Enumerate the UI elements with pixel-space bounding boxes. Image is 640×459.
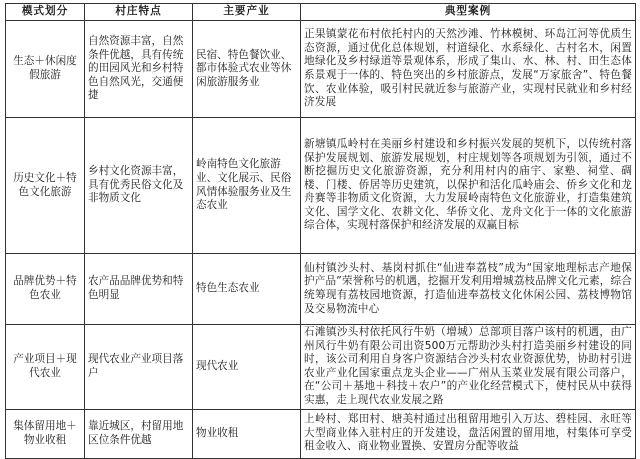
case-cell: 上岭村、郑田村、塘美村通过出租留用地引入万达、碧桂园、永旺等大型商业体入驻村庄的开发建设，盘活闲置的留用地，村集体可享受租金收入、商业物业置换、安置房分配等收益 (301, 409, 636, 458)
industry-cell: 岭南特色文化旅游业、文化展示、民俗风情体验服务业及生态农业 (193, 118, 301, 254)
header-industry: 主要产业 (193, 4, 301, 21)
mode-cell: 产业项目＋现代农业 (6, 325, 85, 410)
table-header-row (6, 4, 636, 21)
features-cell: 自然资源丰富，自然条件优越，具有传统的田园风光和乡村特色自然风光，交通便捷 (85, 21, 193, 118)
table-row (6, 409, 636, 458)
mode-cell: 品牌优势＋特色农业 (6, 254, 85, 325)
mode-cell: 集体留用地＋物业收租 (6, 409, 85, 458)
table-row (6, 118, 636, 254)
case-cell: 正果镇蒙花布村依托村内的天然沙滩、竹林模树、环岛江河等优质生态资源，通过优化总体规划，村道绿化、水系绿化、古村名木，闲置地绿化及乡村绿道等景观体系，形成了集山、水、林、村、田生态体系景观于一体的、特色突出的乡村旅游点，发展“万家旅舍”、特色餐饮、农业体验，吸引村民就近参与旅游产业，实现村民就业和乡村经济发展 (301, 21, 636, 118)
features-cell: 现代农业产业项目落户 (85, 325, 193, 410)
header-features: 村庄特点 (85, 4, 193, 21)
mode-cell: 历史文化＋特色文化旅游 (6, 118, 85, 254)
table-row (6, 325, 636, 410)
features-cell: 靠近城区，村留用地区位条件优越 (85, 409, 193, 458)
header-mode: 模式划分 (6, 4, 85, 21)
case-cell: 石滩镇沙头村依托风行牛奶（增城）总部项目落户该村的机遇，由广州风行牛奶有限公司出资500万元帮助沙头村打造美丽乡村建设的同时，该公司利用自身客户资源结合沙头村农业资源优势，协助村引进农业产业化国家重点龙头企业——广州从玉菜业发展有限公司落户，在“公司＋基地＋科技＋农户”的产业化经营模式下，使村民从中获得实惠，走上现代农业发展之路 (301, 325, 636, 410)
rural-development-mode-table (5, 3, 636, 459)
case-cell: 仙村镇沙头村、基岗村抓住“仙进奉荔枝”成为“国家地理标志产地保护产品”荣誉称号的机遇，挖掘开发利用增城荔枝品牌文化元素，综合统筹现有荔枝园地资源，打造仙进奉荔枝文化休闲公园、荔枝博物馆及交易物流中心 (301, 254, 636, 325)
industry-cell: 现代农业 (193, 325, 301, 410)
case-cell: 新塘镇瓜岭村在美丽乡村建设和乡村振兴发展的契机下，以传统村落保护发展规划、旅游发展规划，村庄规划等各项规划为引领，通过不断挖掘历史文化旅游资源，充分利用村内的庙宇、家塾、祠堂、碉楼、门楼、侨居等历史建筑，以保护和活化瓜岭庙会、侨乡文化和龙舟赛等非物质文化资源，大力发展岭南特色文化旅游业，打造集建筑文化、国学文化、农耕文化、华侨文化、龙舟文化于一体的文化旅游综合体，实现村落保护和经济发展的双赢目标 (301, 118, 636, 254)
mode-cell: 生态＋休闲度假旅游 (6, 21, 85, 118)
features-cell: 乡村文化资源丰富，具有优秀民俗文化及非物质文化 (85, 118, 193, 254)
table-row (6, 254, 636, 325)
industry-cell: 特色生态农业 (193, 254, 301, 325)
header-case: 典型案例 (301, 4, 636, 21)
features-cell: 农产品品牌优势和特色明显 (85, 254, 193, 325)
industry-cell: 物业收租 (193, 409, 301, 458)
industry-cell: 民宿、特色餐饮业、都市体验式农业等休闲旅游服务业 (193, 21, 301, 118)
table-row (6, 21, 636, 118)
